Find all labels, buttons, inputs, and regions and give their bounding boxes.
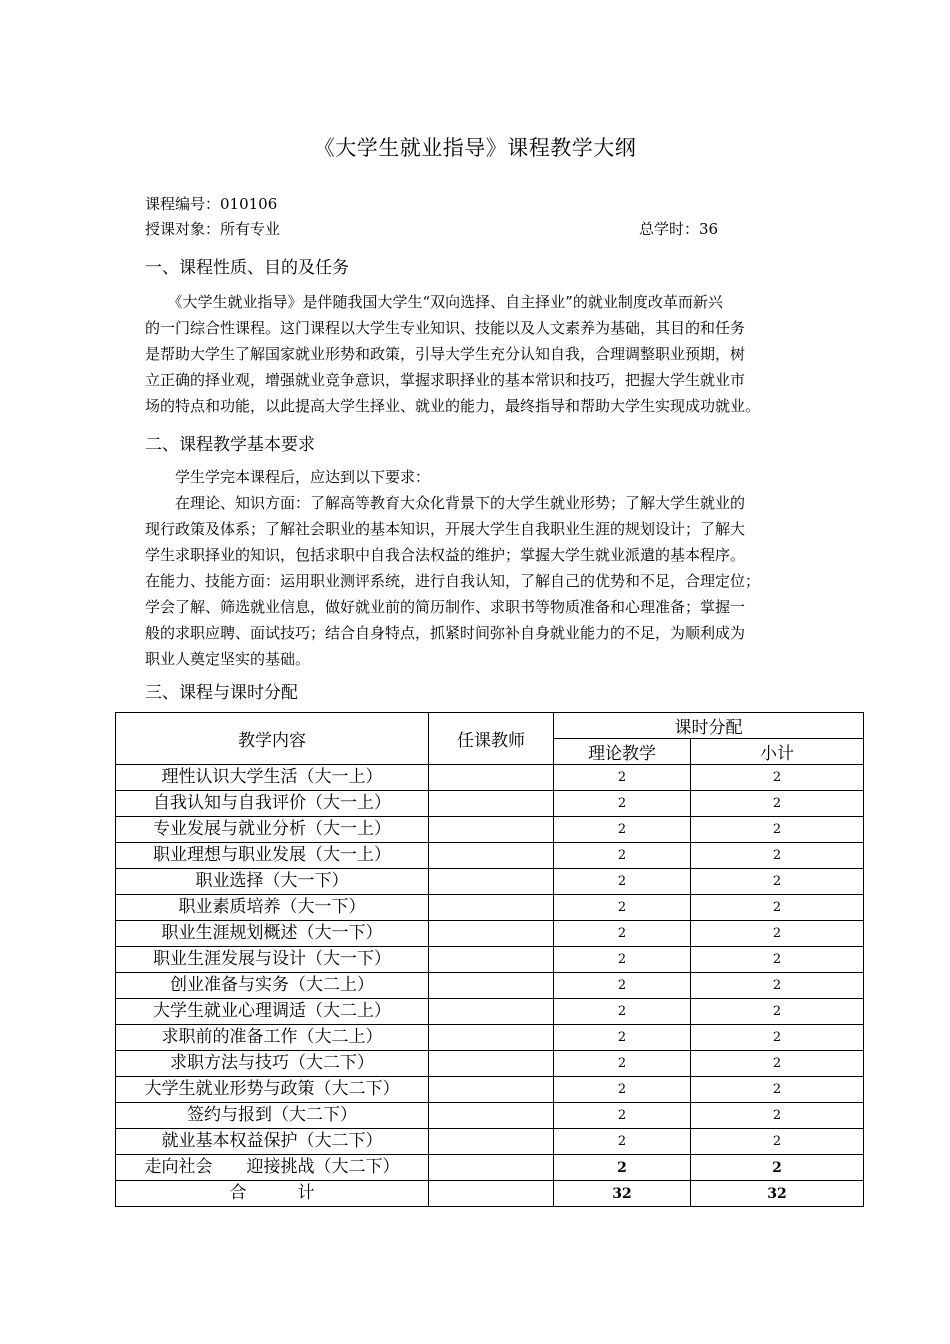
course-audience: 授课对象：所有专业: [145, 220, 281, 238]
row-teacher-cell: [429, 1077, 554, 1103]
section-2-line: 职业人奠定坚实的基础。: [145, 650, 311, 668]
table-row: [116, 1155, 864, 1181]
row-content-cell: 职业生涯发展与设计（大一下）: [116, 947, 429, 973]
table-row: [116, 791, 864, 817]
row-teacher-cell: [429, 1155, 554, 1181]
section-2-line: 学生求职择业的知识，包括求职中自我合法权益的维护；掌握大学生就业派遣的基本程序。: [145, 546, 746, 564]
row-subtotal-cell: 2: [691, 973, 864, 999]
table-row: [116, 999, 864, 1025]
row-content-cell: 理性认识大学生活（大一上）: [116, 765, 429, 791]
table-header-row: [116, 713, 864, 739]
row-theory-cell: 2: [554, 947, 691, 973]
table-body: [116, 765, 864, 1207]
row-subtotal-cell: 2: [691, 765, 864, 791]
section-2-line: 般的求职应聘、面试技巧；结合自身特点，抓紧时间弥补自身就业能力的不足，为顺利成为: [145, 624, 746, 642]
table-row: [116, 973, 864, 999]
row-teacher-cell: [429, 1025, 554, 1051]
row-content-cell: 自我认知与自我评价（大一上）: [116, 791, 429, 817]
header-subtotal: 小计: [691, 739, 864, 765]
table-row: [116, 843, 864, 869]
total-subtotal-cell: 32: [691, 1181, 864, 1207]
row-content-cell: 职业生涯规划概述（大一下）: [116, 921, 429, 947]
row-theory-cell: 2: [554, 1129, 691, 1155]
table-row: [116, 947, 864, 973]
row-teacher-cell: [429, 921, 554, 947]
row-theory-cell: 2: [554, 765, 691, 791]
row-content-cell: 职业理想与职业发展（大一上）: [116, 843, 429, 869]
table-row: [116, 869, 864, 895]
section-1-line: 场的特点和功能，以此提高大学生择业、就业的能力，最终指导和帮助大学生实现成功就业。: [145, 397, 761, 415]
section-1-line: 的一门综合性课程。这门课程以大学生专业知识、技能以及人文素养为基础，其目的和任务: [145, 319, 746, 337]
table-row: [116, 1077, 864, 1103]
header-hours-group: 课时分配: [554, 713, 864, 739]
table-row: [116, 1129, 864, 1155]
section-1-line: 是帮助大学生了解国家就业形势和政策，引导大学生充分认知自我，合理调整职业预期，树: [145, 345, 746, 363]
table-row: [116, 1051, 864, 1077]
row-theory-cell: 2: [554, 1155, 691, 1181]
total-hours: 总学时：36: [639, 220, 719, 238]
row-subtotal-cell: 2: [691, 1129, 864, 1155]
row-teacher-cell: [429, 817, 554, 843]
row-content-cell: 就业基本权益保护（大二下）: [116, 1129, 429, 1155]
section-1-line: 立正确的择业观，增强就业竞争意识，掌握求职择业的基本常识和技巧，把握大学生就业市: [145, 371, 746, 389]
section-2-heading: 二、课程教学基本要求: [145, 435, 315, 455]
section-2-line: 学生学完本课程后，应达到以下要求：: [145, 468, 431, 486]
row-subtotal-cell: 2: [691, 791, 864, 817]
total-theory-cell: 32: [554, 1181, 691, 1207]
row-teacher-cell: [429, 895, 554, 921]
row-teacher-cell: [429, 973, 554, 999]
row-theory-cell: 2: [554, 791, 691, 817]
section-2-line: 学会了解、筛选就业信息，做好就业前的简历制作、求职书等物质准备和心理准备；掌握一: [145, 598, 746, 616]
row-content-cell: 求职前的准备工作（大二上）: [116, 1025, 429, 1051]
row-content-cell: 创业准备与实务（大二上）: [116, 973, 429, 999]
total-teacher-cell: [429, 1181, 554, 1207]
row-theory-cell: 2: [554, 895, 691, 921]
row-subtotal-cell: 2: [691, 869, 864, 895]
section-1-heading: 一、课程性质、目的及任务: [145, 258, 349, 278]
document-title: 《大学生就业指导》课程教学大纲: [313, 136, 637, 160]
row-subtotal-cell: 2: [691, 1077, 864, 1103]
row-content-cell: 职业选择（大一下）: [116, 869, 429, 895]
section-2-line: 现行政策及体系；了解社会职业的基本知识，开展大学生自我职业生涯的规划设计；了解大: [145, 520, 746, 538]
row-subtotal-cell: 2: [691, 817, 864, 843]
row-teacher-cell: [429, 791, 554, 817]
row-theory-cell: 2: [554, 817, 691, 843]
row-subtotal-cell: 2: [691, 1103, 864, 1129]
row-subtotal-cell: 2: [691, 1025, 864, 1051]
row-content-cell: 专业发展与就业分析（大一上）: [116, 817, 429, 843]
table-row: [116, 1025, 864, 1051]
header-content: 教学内容: [116, 713, 429, 765]
row-content-cell: 求职方法与技巧（大二下）: [116, 1051, 429, 1077]
course-code: 课程编号：010106: [145, 195, 278, 213]
table-row: [116, 817, 864, 843]
section-1-line: 《大学生就业指导》是伴随我国大学生“双向选择、自主择业”的就业制度改革而新兴: [145, 293, 723, 311]
table-row: [116, 1103, 864, 1129]
row-content-cell: 走向社会 迎接挑战（大二下）: [116, 1155, 429, 1181]
table-row: [116, 765, 864, 791]
row-theory-cell: 2: [554, 843, 691, 869]
row-theory-cell: 2: [554, 1025, 691, 1051]
section-2-line: 在理论、知识方面：了解高等教育大众化背景下的大学生就业形势；了解大学生就业的: [145, 494, 746, 512]
row-teacher-cell: [429, 1051, 554, 1077]
row-teacher-cell: [429, 1129, 554, 1155]
row-theory-cell: 2: [554, 973, 691, 999]
row-subtotal-cell: 2: [691, 1155, 864, 1181]
row-content-cell: 大学生就业心理调适（大二上）: [116, 999, 429, 1025]
table-total-row: [116, 1181, 864, 1207]
row-subtotal-cell: 2: [691, 947, 864, 973]
row-teacher-cell: [429, 843, 554, 869]
row-teacher-cell: [429, 947, 554, 973]
table-row: [116, 921, 864, 947]
row-subtotal-cell: 2: [691, 843, 864, 869]
section-2-line: 在能力、技能方面：运用职业测评系统，进行自我认知，了解自己的优势和不足，合理定位；: [145, 572, 761, 590]
header-teacher: 任课教师: [429, 713, 554, 765]
row-subtotal-cell: 2: [691, 999, 864, 1025]
row-teacher-cell: [429, 765, 554, 791]
row-theory-cell: 2: [554, 1077, 691, 1103]
row-subtotal-cell: 2: [691, 921, 864, 947]
table-row: [116, 895, 864, 921]
row-teacher-cell: [429, 869, 554, 895]
row-content-cell: 大学生就业形势与政策（大二下）: [116, 1077, 429, 1103]
hours-allocation-table: [115, 712, 864, 1207]
row-theory-cell: 2: [554, 921, 691, 947]
total-label-cell: 合 计: [116, 1181, 429, 1207]
row-subtotal-cell: 2: [691, 1051, 864, 1077]
row-content-cell: 签约与报到（大二下）: [116, 1103, 429, 1129]
row-theory-cell: 2: [554, 1103, 691, 1129]
row-theory-cell: 2: [554, 1051, 691, 1077]
row-subtotal-cell: 2: [691, 895, 864, 921]
row-theory-cell: 2: [554, 869, 691, 895]
section-3-heading: 三、课程与课时分配: [145, 683, 298, 703]
row-theory-cell: 2: [554, 999, 691, 1025]
row-teacher-cell: [429, 999, 554, 1025]
row-content-cell: 职业素质培养（大一下）: [116, 895, 429, 921]
header-theory: 理论教学: [554, 739, 691, 765]
row-teacher-cell: [429, 1103, 554, 1129]
